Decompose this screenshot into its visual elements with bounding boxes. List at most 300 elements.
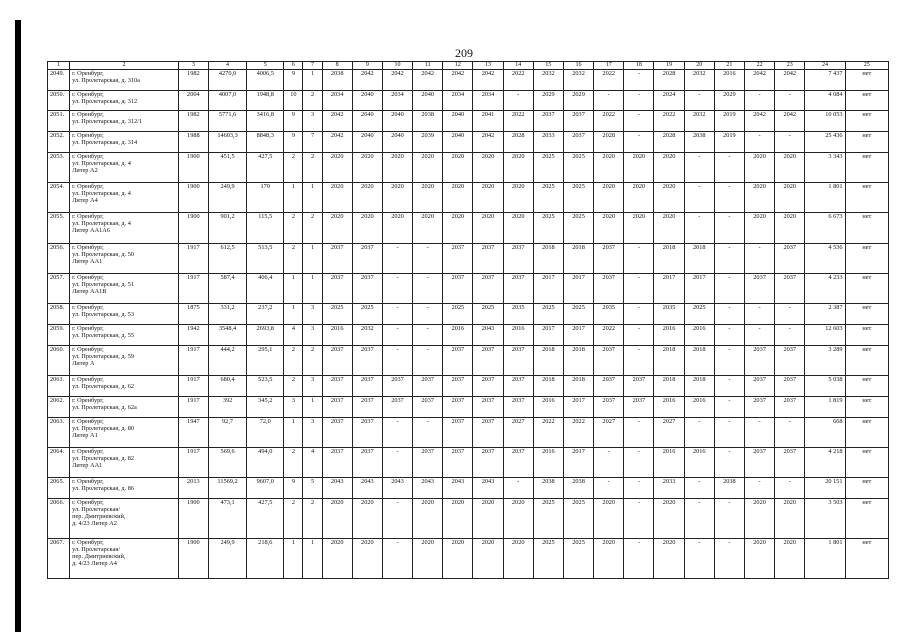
row-number-cell: 2056. — [48, 243, 70, 273]
value-cell: 2042 — [473, 70, 503, 91]
value-cell: 2037 — [775, 345, 805, 375]
value-cell: - — [714, 417, 744, 447]
value-cell: 2 — [284, 376, 303, 397]
value-cell: 406,4 — [247, 274, 284, 304]
value-cell: - — [503, 90, 533, 111]
value-cell: 295,1 — [247, 345, 284, 375]
total-cell: 7 437 — [805, 70, 845, 91]
address-cell: г. Оренбург, ул. Пролетарская/ пер. Дмитриевский, д. 4/23 Литер А4 — [70, 538, 179, 578]
table-row — [48, 538, 889, 578]
value-cell: - — [624, 538, 654, 578]
value-cell: 2035 — [503, 304, 533, 325]
value-cell: 2024 — [654, 90, 684, 111]
value-cell: 3 — [303, 111, 322, 132]
row-number-cell: 2053. — [48, 152, 70, 182]
value-cell: 2020 — [322, 538, 352, 578]
value-cell: 1917 — [178, 376, 208, 397]
column-number-cell: 12 — [443, 62, 473, 70]
value-cell: - — [775, 132, 805, 153]
column-number-cell: 18 — [624, 62, 654, 70]
value-cell: 2022 — [533, 417, 563, 447]
column-number-header-row — [48, 62, 889, 70]
value-cell: 2040 — [443, 111, 473, 132]
value-cell: - — [382, 345, 412, 375]
value-cell: 2037 — [594, 243, 624, 273]
value-cell: 2020 — [443, 183, 473, 213]
value-cell: - — [382, 274, 412, 304]
value-cell: нет — [845, 152, 888, 182]
value-cell: 2035 — [594, 304, 624, 325]
value-cell: 2037 — [322, 274, 352, 304]
value-cell: 1917 — [178, 447, 208, 477]
value-cell: - — [775, 478, 805, 499]
total-cell: 6 673 — [805, 213, 845, 243]
column-number-cell: 8 — [322, 62, 352, 70]
value-cell: 2032 — [563, 70, 593, 91]
value-cell: 2019 — [714, 132, 744, 153]
value-cell: - — [714, 376, 744, 397]
value-cell: - — [684, 183, 714, 213]
value-cell: - — [382, 447, 412, 477]
value-cell: 569,6 — [208, 447, 246, 477]
value-cell: 2020 — [352, 152, 382, 182]
value-cell: 2027 — [654, 417, 684, 447]
value-cell: 2020 — [594, 213, 624, 243]
value-cell: 2037 — [594, 345, 624, 375]
value-cell: 1900 — [178, 152, 208, 182]
value-cell: 2020 — [413, 183, 443, 213]
value-cell: 3 — [284, 396, 303, 417]
value-cell: - — [714, 152, 744, 182]
value-cell: 2037 — [473, 345, 503, 375]
value-cell: 2025 — [533, 304, 563, 325]
value-cell: 2020 — [352, 538, 382, 578]
total-cell: 3 503 — [805, 498, 845, 538]
value-cell: 2037 — [563, 132, 593, 153]
row-number-cell: 2061. — [48, 376, 70, 397]
value-cell: 2020 — [413, 498, 443, 538]
value-cell: 587,4 — [208, 274, 246, 304]
value-cell: 2025 — [533, 152, 563, 182]
value-cell: 1 — [303, 274, 322, 304]
column-number-cell: 7 — [303, 62, 322, 70]
column-number-cell: 5 — [247, 62, 284, 70]
address-cell: г. Оренбург, ул. Пролетарская, д. 62а — [70, 396, 179, 417]
value-cell: 2037 — [775, 447, 805, 477]
value-cell: 2016 — [533, 396, 563, 417]
table-row — [48, 345, 889, 375]
value-cell: - — [745, 304, 775, 325]
total-cell: 25 436 — [805, 132, 845, 153]
value-cell: 2693,8 — [247, 325, 284, 346]
total-cell: 4 218 — [805, 447, 845, 477]
value-cell: 2032 — [533, 70, 563, 91]
row-number-cell: 2049. — [48, 70, 70, 91]
value-cell: 2020 — [745, 152, 775, 182]
value-cell: 2037 — [322, 345, 352, 375]
value-cell: 2020 — [503, 183, 533, 213]
value-cell: 473,1 — [208, 498, 246, 538]
column-number-cell: 10 — [382, 62, 412, 70]
value-cell: - — [684, 538, 714, 578]
value-cell: 2022 — [503, 70, 533, 91]
value-cell: 1982 — [178, 70, 208, 91]
value-cell: нет — [845, 132, 888, 153]
value-cell: 9 — [284, 478, 303, 499]
value-cell: 2022 — [563, 417, 593, 447]
value-cell: 2043 — [382, 478, 412, 499]
value-cell: 2018 — [563, 376, 593, 397]
value-cell: 2037 — [443, 417, 473, 447]
value-cell: 2017 — [654, 274, 684, 304]
value-cell: 523,5 — [247, 376, 284, 397]
value-cell: 237,2 — [247, 304, 284, 325]
value-cell: 2020 — [775, 538, 805, 578]
value-cell: 2018 — [654, 243, 684, 273]
value-cell: 2025 — [533, 183, 563, 213]
value-cell: 2019 — [714, 111, 744, 132]
column-number-cell: 1 — [48, 62, 70, 70]
value-cell: 2037 — [503, 274, 533, 304]
value-cell: 2 — [284, 243, 303, 273]
value-cell: нет — [845, 447, 888, 477]
value-cell: - — [624, 70, 654, 91]
row-number-cell: 2062. — [48, 396, 70, 417]
value-cell: нет — [845, 111, 888, 132]
value-cell: 2037 — [322, 243, 352, 273]
row-number-cell: 2060. — [48, 345, 70, 375]
value-cell: - — [714, 396, 744, 417]
value-cell: 2017 — [563, 274, 593, 304]
value-cell: 2020 — [473, 538, 503, 578]
value-cell: - — [382, 498, 412, 538]
value-cell: 2020 — [775, 152, 805, 182]
value-cell: 2020 — [473, 498, 503, 538]
value-cell: - — [413, 417, 443, 447]
value-cell: 2039 — [413, 132, 443, 153]
value-cell: 3548,4 — [208, 325, 246, 346]
value-cell: 2041 — [473, 111, 503, 132]
value-cell: 2020 — [624, 213, 654, 243]
value-cell: 2020 — [594, 152, 624, 182]
row-number-cell: 2064. — [48, 447, 70, 477]
value-cell: 2020 — [503, 152, 533, 182]
value-cell: 5771,6 — [208, 111, 246, 132]
value-cell: 2029 — [533, 90, 563, 111]
value-cell: 2020 — [745, 498, 775, 538]
value-cell: 2025 — [533, 213, 563, 243]
value-cell: 2016 — [714, 70, 744, 91]
value-cell: 2037 — [503, 345, 533, 375]
value-cell: - — [624, 111, 654, 132]
value-cell: - — [714, 213, 744, 243]
address-cell: г. Оренбург, ул. Пролетарская, д. 59 Литер А — [70, 345, 179, 375]
value-cell: 8848,3 — [247, 132, 284, 153]
value-cell: 2020 — [654, 183, 684, 213]
value-cell: нет — [845, 498, 888, 538]
value-cell: 2020 — [322, 213, 352, 243]
value-cell: 2037 — [382, 376, 412, 397]
value-cell: - — [714, 447, 744, 477]
value-cell: 2020 — [443, 538, 473, 578]
value-cell: 2037 — [352, 447, 382, 477]
value-cell: 72,0 — [247, 417, 284, 447]
value-cell: - — [413, 325, 443, 346]
value-cell: 92,7 — [208, 417, 246, 447]
value-cell: 2018 — [684, 243, 714, 273]
value-cell: 2037 — [352, 243, 382, 273]
table-row — [48, 152, 889, 182]
value-cell: 2037 — [745, 274, 775, 304]
value-cell: 2 — [284, 345, 303, 375]
value-cell: 2042 — [775, 70, 805, 91]
total-cell: 668 — [805, 417, 845, 447]
column-number-cell: 19 — [654, 62, 684, 70]
value-cell: 2020 — [382, 183, 412, 213]
value-cell: - — [382, 417, 412, 447]
value-cell: 1 — [303, 183, 322, 213]
total-cell: 4 233 — [805, 274, 845, 304]
total-cell: 12 603 — [805, 325, 845, 346]
value-cell: 2029 — [714, 90, 744, 111]
value-cell: 2020 — [443, 152, 473, 182]
value-cell: 4270,0 — [208, 70, 246, 91]
value-cell: 1900 — [178, 538, 208, 578]
value-cell: 11569,2 — [208, 478, 246, 499]
column-number-cell: 16 — [563, 62, 593, 70]
value-cell: 2018 — [654, 376, 684, 397]
value-cell: 2037 — [443, 243, 473, 273]
value-cell: 2025 — [563, 538, 593, 578]
value-cell: нет — [845, 396, 888, 417]
value-cell: 2022 — [503, 111, 533, 132]
row-number-cell: 2059. — [48, 325, 70, 346]
value-cell: - — [413, 243, 443, 273]
value-cell: - — [382, 304, 412, 325]
value-cell: 2025 — [443, 304, 473, 325]
total-cell: 1 801 — [805, 538, 845, 578]
value-cell: 2025 — [563, 152, 593, 182]
value-cell: нет — [845, 304, 888, 325]
value-cell: 2037 — [352, 345, 382, 375]
value-cell: 2025 — [563, 498, 593, 538]
value-cell: - — [714, 325, 744, 346]
value-cell: 1917 — [178, 345, 208, 375]
value-cell: 2037 — [503, 396, 533, 417]
value-cell: 2017 — [563, 325, 593, 346]
value-cell: 2043 — [322, 478, 352, 499]
value-cell: 2042 — [382, 70, 412, 91]
row-number-cell: 2050. — [48, 90, 70, 111]
value-cell: - — [382, 243, 412, 273]
value-cell: 2020 — [594, 183, 624, 213]
row-number-cell: 2066. — [48, 498, 70, 538]
value-cell: 2025 — [684, 304, 714, 325]
value-cell: 2020 — [443, 213, 473, 243]
address-cell: г. Оренбург, ул. Пролетарская, д. 53 — [70, 304, 179, 325]
value-cell: 2037 — [322, 396, 352, 417]
value-cell: 2037 — [624, 376, 654, 397]
value-cell: 2016 — [654, 447, 684, 477]
value-cell: 2020 — [745, 183, 775, 213]
value-cell: - — [594, 90, 624, 111]
value-cell: 2028 — [654, 132, 684, 153]
value-cell: - — [624, 132, 654, 153]
value-cell: 513,5 — [247, 243, 284, 273]
value-cell: 9 — [284, 70, 303, 91]
table-row — [48, 111, 889, 132]
value-cell: 2020 — [775, 498, 805, 538]
value-cell: 427,5 — [247, 498, 284, 538]
table-row — [48, 90, 889, 111]
value-cell: 2020 — [654, 152, 684, 182]
column-number-cell: 4 — [208, 62, 246, 70]
value-cell: 2025 — [533, 498, 563, 538]
page-number: 209 — [455, 46, 473, 60]
total-cell: 10 053 — [805, 111, 845, 132]
value-cell: 4 — [303, 447, 322, 477]
table-row — [48, 243, 889, 273]
value-cell: 2020 — [443, 498, 473, 538]
value-cell: - — [413, 345, 443, 375]
value-cell: 2042 — [322, 111, 352, 132]
value-cell: 2037 — [322, 447, 352, 477]
value-cell: 2020 — [473, 183, 503, 213]
value-cell: 2020 — [503, 538, 533, 578]
value-cell: 2016 — [322, 325, 352, 346]
value-cell: 2020 — [382, 213, 412, 243]
value-cell: 2 — [303, 498, 322, 538]
value-cell: 4 — [284, 325, 303, 346]
value-cell: 2 — [284, 213, 303, 243]
value-cell: 2037 — [413, 396, 443, 417]
column-number-cell: 22 — [745, 62, 775, 70]
value-cell: 2027 — [594, 417, 624, 447]
value-cell: 1900 — [178, 498, 208, 538]
value-cell: 451,5 — [208, 152, 246, 182]
value-cell: 2 — [284, 498, 303, 538]
column-number-cell: 9 — [352, 62, 382, 70]
value-cell: - — [714, 274, 744, 304]
value-cell: 1917 — [178, 243, 208, 273]
value-cell: 2040 — [382, 132, 412, 153]
value-cell: 170 — [247, 183, 284, 213]
value-cell: 2017 — [563, 447, 593, 477]
value-cell: 2028 — [654, 70, 684, 91]
value-cell: 249,9 — [208, 183, 246, 213]
value-cell: 494,0 — [247, 447, 284, 477]
table-row — [48, 213, 889, 243]
value-cell: - — [714, 183, 744, 213]
value-cell: - — [503, 478, 533, 499]
value-cell: 2037 — [533, 111, 563, 132]
value-cell: 2035 — [654, 304, 684, 325]
row-number-cell: 2058. — [48, 304, 70, 325]
table-row — [48, 478, 889, 499]
value-cell: 2040 — [352, 132, 382, 153]
value-cell: 5 — [303, 478, 322, 499]
value-cell: 4006,5 — [247, 70, 284, 91]
value-cell: 2038 — [533, 478, 563, 499]
value-cell: 2018 — [684, 345, 714, 375]
value-cell: 2042 — [745, 111, 775, 132]
value-cell: 2018 — [533, 243, 563, 273]
value-cell: 2025 — [473, 304, 503, 325]
value-cell: нет — [845, 538, 888, 578]
address-cell: г. Оренбург, ул. Пролетарская, д. 51 Литер АА1В — [70, 274, 179, 304]
row-number-cell: 2057. — [48, 274, 70, 304]
value-cell: - — [775, 417, 805, 447]
value-cell: нет — [845, 70, 888, 91]
value-cell: 2037 — [775, 396, 805, 417]
value-cell: 2020 — [503, 498, 533, 538]
value-cell: - — [382, 325, 412, 346]
value-cell: 2037 — [775, 274, 805, 304]
table-row — [48, 417, 889, 447]
value-cell: 3 — [303, 417, 322, 447]
row-number-cell: 2052. — [48, 132, 70, 153]
value-cell: 612,5 — [208, 243, 246, 273]
value-cell: - — [714, 538, 744, 578]
value-cell: - — [714, 243, 744, 273]
value-cell: - — [624, 447, 654, 477]
value-cell: 2020 — [654, 498, 684, 538]
total-cell: 2 387 — [805, 304, 845, 325]
address-cell: г. Оренбург, ул. Пролетарская, д. 310а — [70, 70, 179, 91]
value-cell: 2037 — [473, 274, 503, 304]
value-cell: 2029 — [563, 90, 593, 111]
value-cell: 2020 — [382, 152, 412, 182]
value-cell: 2037 — [594, 396, 624, 417]
table-row — [48, 132, 889, 153]
value-cell: 2020 — [654, 213, 684, 243]
value-cell: - — [684, 152, 714, 182]
value-cell: 345,2 — [247, 396, 284, 417]
value-cell: 2037 — [775, 376, 805, 397]
value-cell: 2016 — [684, 325, 714, 346]
value-cell: 2020 — [594, 498, 624, 538]
column-number-cell: 15 — [533, 62, 563, 70]
housing-register-table — [47, 61, 889, 579]
value-cell: 7 — [303, 132, 322, 153]
value-cell: - — [684, 90, 714, 111]
value-cell: 2025 — [352, 304, 382, 325]
value-cell: 2016 — [503, 325, 533, 346]
value-cell: 2037 — [352, 274, 382, 304]
value-cell: 2037 — [745, 447, 775, 477]
value-cell: 1900 — [178, 213, 208, 243]
value-cell: 2020 — [624, 183, 654, 213]
table-row — [48, 183, 889, 213]
value-cell: 2037 — [745, 376, 775, 397]
value-cell: 2043 — [443, 478, 473, 499]
value-cell: 2037 — [503, 447, 533, 477]
address-cell: г. Оренбург, ул. Пролетарская, д. 4 Литер А4 — [70, 183, 179, 213]
value-cell: 2040 — [413, 90, 443, 111]
value-cell: 2042 — [413, 70, 443, 91]
value-cell: 1947 — [178, 417, 208, 447]
value-cell: 2037 — [443, 376, 473, 397]
value-cell: 3 — [303, 304, 322, 325]
table-row — [48, 396, 889, 417]
table-row — [48, 447, 889, 477]
value-cell: 2016 — [684, 396, 714, 417]
value-cell: нет — [845, 213, 888, 243]
column-number-cell: 13 — [473, 62, 503, 70]
value-cell: 2020 — [624, 152, 654, 182]
value-cell: - — [594, 478, 624, 499]
value-cell: 1942 — [178, 325, 208, 346]
